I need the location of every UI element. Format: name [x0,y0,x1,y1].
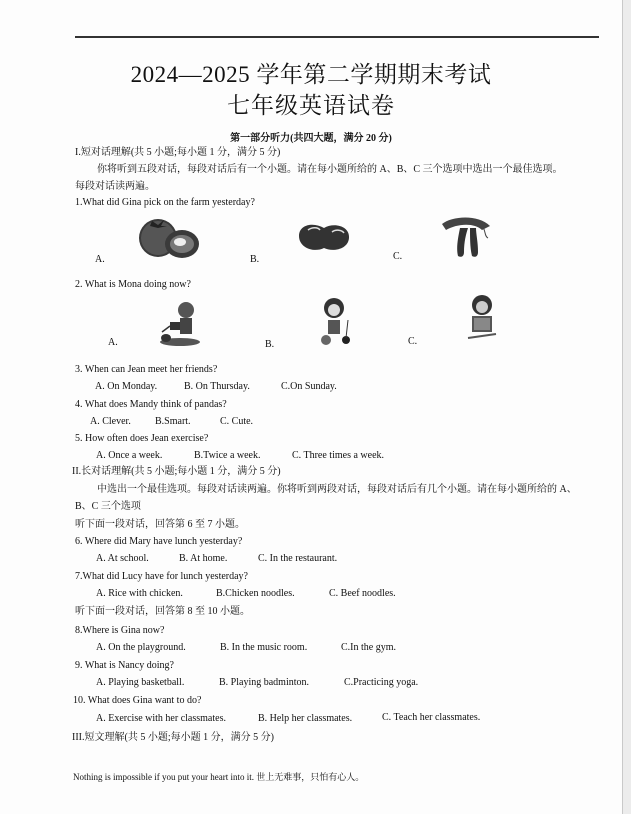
section1-instruction-line1: 你将听到五段对话，每段对话后有一个小题。请在每小题所给的 A、B、C 三个选项中选出一个最佳选项。 [97,164,563,175]
section1-instruction-line2: 每段对话读两遍。 [75,181,155,192]
q7-option-a: A. Rice with chicken. [96,588,183,599]
question-3: 3. When can Jean meet her friends? [75,364,218,375]
q1-option-b: B. [250,254,260,265]
q1-option-c: C. [393,251,403,262]
question-7: 7.What did Lucy have for lunch yesterday? [75,571,248,582]
section2-instruction-line1: 中选出一个最佳选项。每段对话读两遍。你将听到两段对话，每段对话后有几个小题。请在每小题所给的 A、 [97,484,577,495]
q8-option-c: C.In the gym. [341,642,396,653]
question-8: 8.Where is Gina now? [75,625,165,636]
section2-instruction-line2: B、C 三个选项 [75,501,141,512]
question-9: 9. What is Nancy doing? [75,660,174,671]
girl-watering-plants-icon [158,300,204,348]
tomato-icon [136,217,202,259]
q1-option-a: A. [95,254,105,265]
footer-motto: Nothing is impossible if you put your heart into it. 世上无难事，只怕有心人。 [73,772,365,782]
girl-reading-icon [466,294,500,342]
part-title: 第一部分听力(共四大题，满分 20 分) [230,133,392,144]
q8-option-b: B. In the music room. [220,642,308,653]
q6-option-b: B. At home. [179,553,228,564]
q3-option-a: A. On Monday. [95,381,158,392]
cucumbers-icon [438,212,494,260]
top-rule [75,36,599,38]
q3-option-b: B. On Thursday. [184,381,250,392]
section2-heading: II.长对话理解(共 5 小题;每小题 1 分，满分 5 分) [72,466,281,477]
q2-option-a: A. [108,337,118,348]
q10-option-b: B. Help her classmates. [258,713,353,724]
question-2: 2. What is Mona doing now? [75,279,191,290]
q7-option-b: B.Chicken noodles. [216,588,295,599]
section3-heading: III.短文理解(共 5 小题;每小题 1 分，满分 5 分) [72,732,274,743]
q9-option-c: C.Practicing yoga. [344,677,419,688]
dialog1-prompt: 听下面一段对话，回答第 6 至 7 小题。 [75,519,245,530]
q5-option-a: A. Once a week. [96,450,163,461]
q6-option-c: C. In the restaurant. [258,553,338,564]
girl-knitting-icon [318,296,354,348]
q2-option-b: B. [265,339,275,350]
q10-option-c: C. Teach her classmates. [382,712,481,723]
question-10: 10. What does Gina want to do? [73,695,202,706]
q6-option-a: A. At school. [96,553,149,564]
question-6: 6. Where did Mary have lunch yesterday? [75,536,243,547]
q4-option-a: A. Clever. [90,416,131,427]
question-1: 1.What did Gina pick on the farm yesterday? [75,197,255,208]
q3-option-c: C.On Sunday. [281,381,337,392]
section1-heading: I.短对话理解(共 5 小题;每小题 1 分，满分 5 分) [75,147,281,158]
q9-option-a: A. Playing basketball. [96,677,185,688]
dialog2-prompt: 听下面一段对话，回答第 8 至 10 小题。 [75,606,250,617]
question-4: 4. What does Mandy think of pandas? [75,399,227,410]
q2-option-c: C. [408,336,418,347]
q5-option-b: B.Twice a week. [194,450,261,461]
q4-option-c: C. Cute. [220,416,254,427]
q8-option-a: A. On the playground. [96,642,186,653]
exam-subtitle: 七年级英语试卷 [227,93,395,118]
q5-option-c: C. Three times a week. [292,450,385,461]
q10-option-a: A. Exercise with her classmates. [96,713,226,724]
exam-title: 2024—2025 学年第二学期期末考试 [130,62,492,87]
q7-option-c: C. Beef noodles. [329,588,396,599]
q9-option-b: B. Playing badminton. [219,677,309,688]
q4-option-b: B.Smart. [155,416,191,427]
question-5: 5. How often does Jean exercise? [75,433,209,444]
peppers-icon [294,218,354,254]
